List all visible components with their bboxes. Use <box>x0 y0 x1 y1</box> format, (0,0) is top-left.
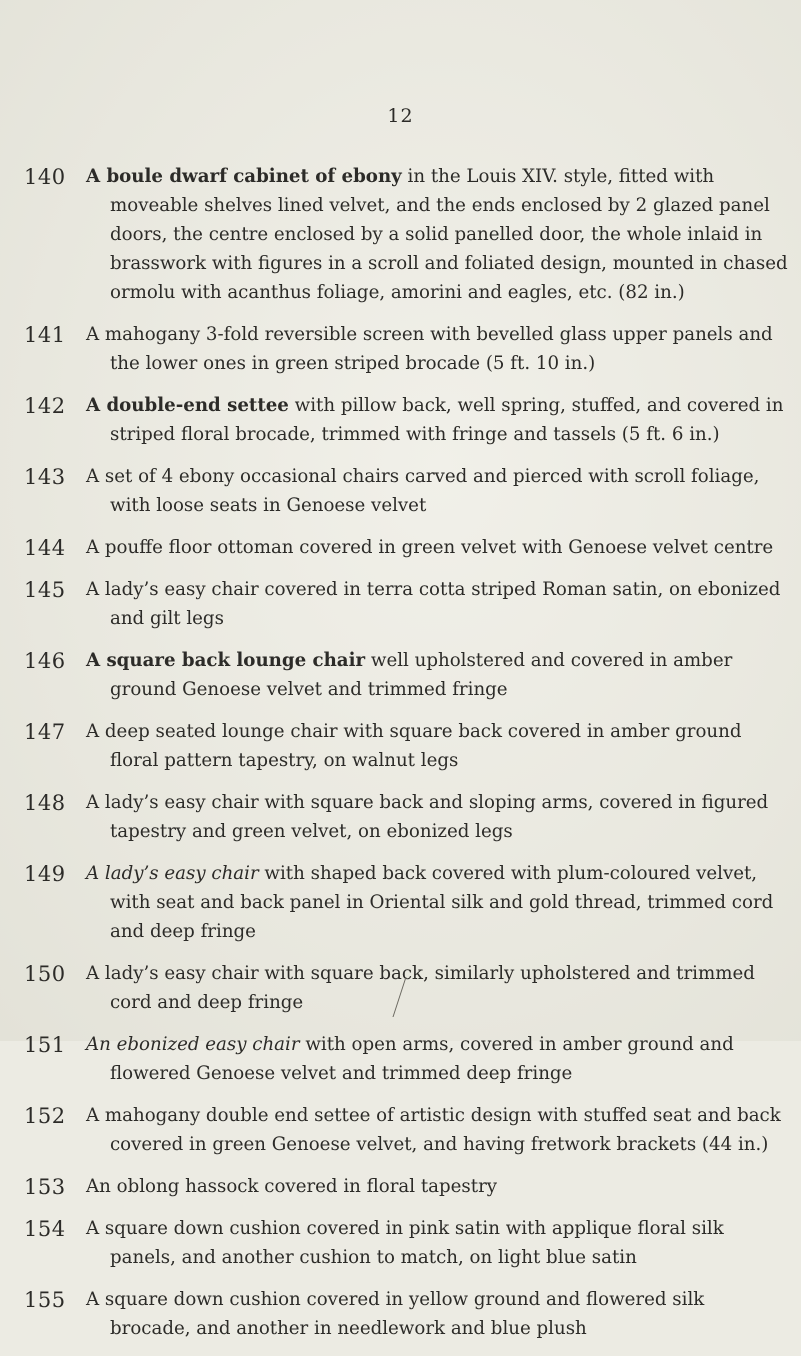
lot-entry <box>0 533 801 562</box>
lot-entry <box>0 575 801 633</box>
lot-entry <box>0 1030 801 1088</box>
lot-text: A mahogany 3-fold reversible screen with bevelled glass upper panels and the lower ones in green striped brocade (5 ft. 10 in.) <box>86 324 773 374</box>
page-number: 12 <box>387 105 414 127</box>
lot-description <box>86 533 789 562</box>
lot-number: 145 <box>24 578 66 602</box>
lot-text: A lady’s easy chair with square back and sloping arms, covered in figured tapestry and green velvet, on ebonized legs <box>86 792 769 842</box>
lot-number: 143 <box>24 465 66 489</box>
lot-number: 144 <box>24 536 66 560</box>
lot-description <box>86 162 789 307</box>
lot-description <box>86 1285 789 1343</box>
lot-text: A pouffe floor ottoman covered in green velvet with Genoese velvet centre <box>86 537 774 558</box>
lot-number: 146 <box>24 649 66 673</box>
lot-number: 153 <box>24 1175 66 1199</box>
lot-number: 140 <box>24 165 66 189</box>
lot-text: A deep seated lounge chair with square back covered in amber ground floral pattern tapestry, on walnut legs <box>86 721 742 771</box>
lot-description <box>86 959 789 1017</box>
lot-number: 149 <box>24 862 66 886</box>
lot-description <box>86 859 789 946</box>
lot-text: with pillow back, well spring, stuffed, and covered in striped floral brocade, trimmed with fringe and tassels (5 ft. 6 in.) <box>110 395 784 445</box>
lot-number: 141 <box>24 323 66 347</box>
lot-entry <box>0 391 801 449</box>
lot-description <box>86 646 789 704</box>
lot-text: A lady’s easy chair with square back, similarly upholstered and trimmed cord and deep fringe <box>86 963 755 1013</box>
lot-description <box>86 1172 789 1201</box>
lot-description <box>86 575 789 633</box>
lot-entry <box>0 1285 801 1343</box>
lot-description <box>86 462 789 520</box>
lot-entry <box>0 859 801 946</box>
lot-number: 151 <box>24 1033 66 1057</box>
lot-entry <box>0 1101 801 1159</box>
lot-description <box>86 1214 789 1272</box>
lot-number: 152 <box>24 1104 66 1128</box>
lot-description <box>86 1030 789 1088</box>
lot-lead: A square back lounge chair <box>86 650 366 671</box>
lot-description <box>86 320 789 378</box>
lot-number: 147 <box>24 720 66 744</box>
lot-entry <box>0 320 801 378</box>
lot-description <box>86 391 789 449</box>
lot-text: A mahogany double end settee of artistic design with stuffed seat and back covered in green Genoese velvet, and having fretwork brackets (44 in.) <box>86 1105 781 1155</box>
lot-text: with open arms, covered in amber ground and flowered Genoese velvet and trimmed deep fringe <box>110 1034 734 1084</box>
lot-number: 155 <box>24 1288 66 1312</box>
lot-entry <box>0 162 801 307</box>
lot-entry <box>0 1172 801 1201</box>
lot-number: 148 <box>24 791 66 815</box>
lot-text: well upholstered and covered in amber ground Genoese velvet and trimmed fringe <box>110 650 733 700</box>
lot-lead: A boule dwarf cabinet of ebony <box>86 166 402 187</box>
lot-number: 150 <box>24 962 66 986</box>
lot-text: A set of 4 ebony occasional chairs carved and pierced with scroll foliage, with loose seats in Genoese velvet <box>86 466 760 516</box>
lot-text: in the Louis XIV. style, fitted with moveable shelves lined velvet, and the ends enclosed by 2 glazed panel doors, the centre enclosed by a solid panelled door, the whole inlaid in brasswork with figures in a scroll and foliated design, mounted in chased ormolu with acanthus foliage, amorini and eagles, etc. (82 in.) <box>110 166 788 303</box>
lot-entry <box>0 646 801 704</box>
lot-text: with shaped back covered with plum-coloured velvet, with seat and back panel in Oriental silk and gold thread, trimmed cord and deep fringe <box>110 863 774 942</box>
lot-entry <box>0 788 801 846</box>
lot-number: 154 <box>24 1217 66 1241</box>
lot-entry <box>0 717 801 775</box>
lot-text: A square down cushion covered in yellow ground and flowered silk brocade, and another in needlework and blue plush <box>86 1289 705 1339</box>
lot-list <box>0 162 801 1356</box>
lot-entry <box>0 462 801 520</box>
lot-text: A square down cushion covered in pink satin with applique floral silk panels, and another cushion to match, on light blue satin <box>86 1218 724 1268</box>
lot-lead: An ebonized easy chair <box>86 1034 300 1055</box>
lot-entry <box>0 1214 801 1272</box>
lot-text: An oblong hassock covered in floral tapestry <box>86 1176 498 1197</box>
lot-text: A lady’s easy chair covered in terra cotta striped Roman satin, on ebonized and gilt legs <box>86 579 781 629</box>
lot-number: 142 <box>24 394 66 418</box>
lot-description <box>86 1101 789 1159</box>
lot-lead: A lady’s easy chair <box>86 863 259 884</box>
lot-description <box>86 788 789 846</box>
lot-description <box>86 717 789 775</box>
lot-lead: A double-end settee <box>86 395 289 416</box>
